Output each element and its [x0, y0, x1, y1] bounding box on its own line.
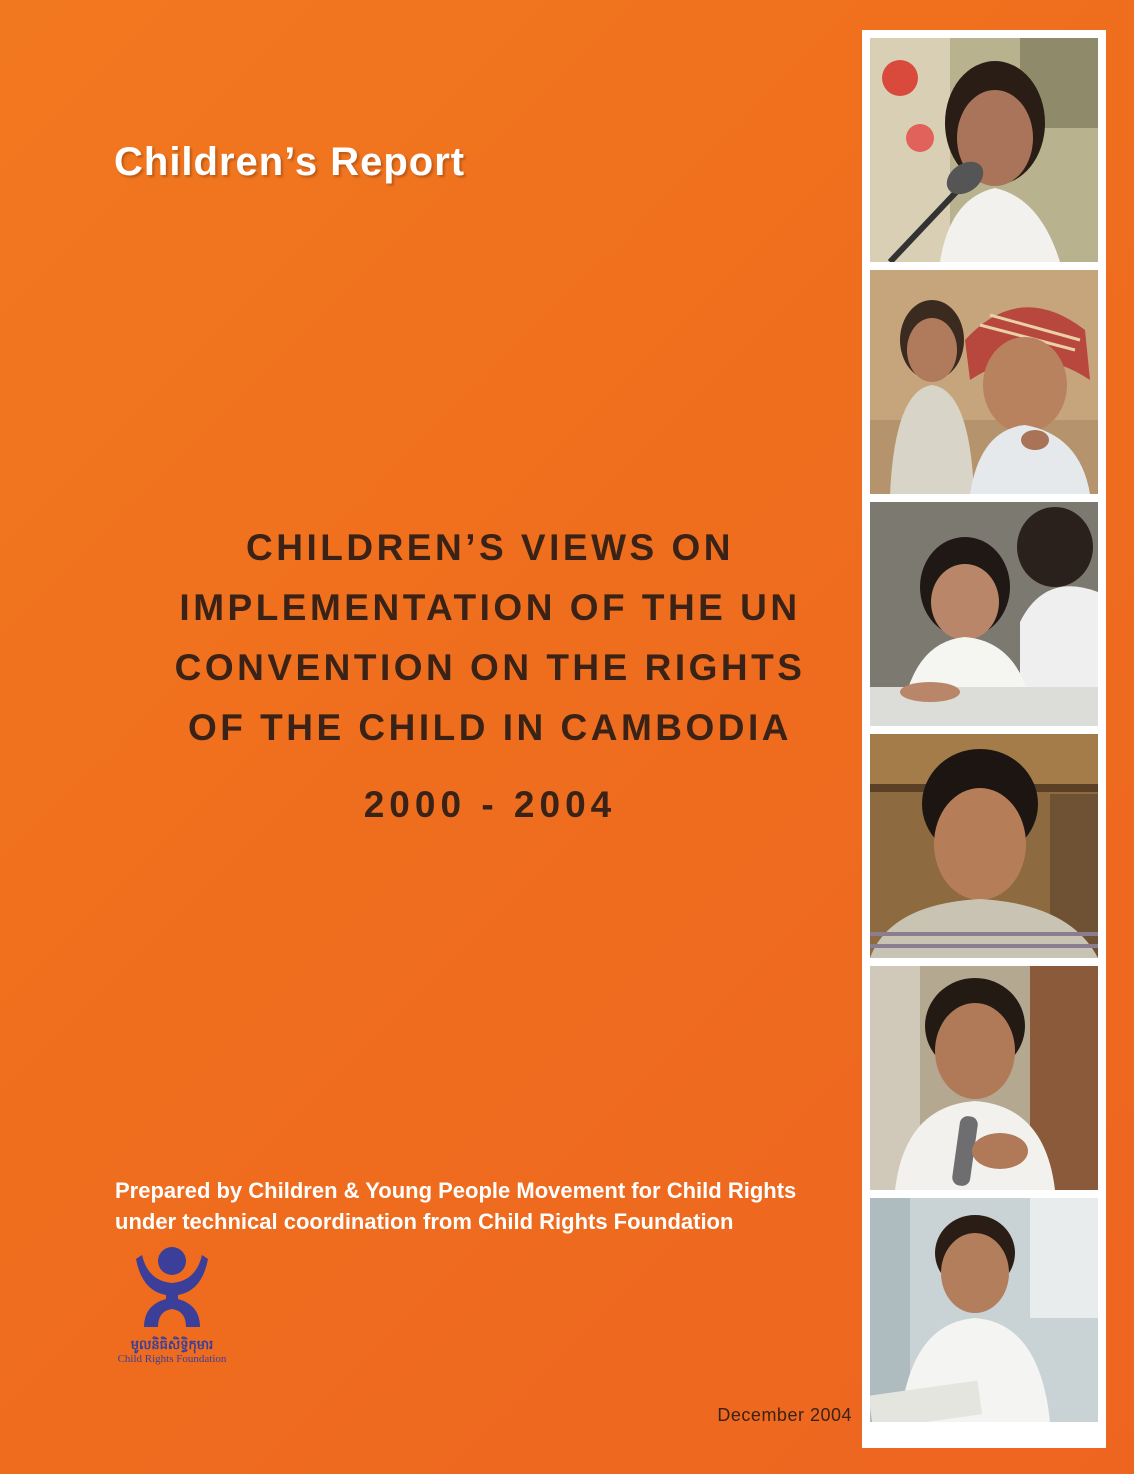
- report-date: December 2004: [717, 1405, 852, 1425]
- smiling-boy-photo: [870, 734, 1098, 958]
- title-line: CHILDREN’S VIEWS ON: [246, 527, 734, 568]
- report-title: [110, 518, 870, 758]
- boy-reading-aloud-photo: [870, 1198, 1098, 1423]
- prepared-by-line: under technical coordination from Child Rights Foundation: [115, 1209, 734, 1234]
- children-in-krama-scarf-photo: [870, 270, 1098, 494]
- title-line: IMPLEMENTATION OF THE UN: [179, 587, 801, 628]
- photo-strip: [862, 30, 1106, 1448]
- child-figure-icon: [112, 1245, 232, 1341]
- logo-khmer-text: មូលនិធិសិទ្ធិកុមារ: [130, 1337, 214, 1352]
- girl-reading-at-desk-photo: [870, 502, 1098, 726]
- report-years: 2000 - 2004: [363, 784, 617, 825]
- title-line: CONVENTION ON THE RIGHTS: [174, 647, 806, 688]
- girl-holding-microphone-photo: [870, 966, 1098, 1190]
- logo-english-text: Child Rights Foundation: [117, 1353, 227, 1365]
- prepared-by-line: Prepared by Children & Young People Movement for Child Rights: [115, 1178, 797, 1203]
- prepared-by: [115, 1175, 860, 1237]
- girl-speaking-into-microphone-photo: [870, 38, 1098, 262]
- child-rights-foundation-logo: [112, 1245, 232, 1365]
- report-label: Children’s Report: [114, 140, 466, 184]
- title-line: OF THE CHILD IN CAMBODIA: [187, 707, 793, 748]
